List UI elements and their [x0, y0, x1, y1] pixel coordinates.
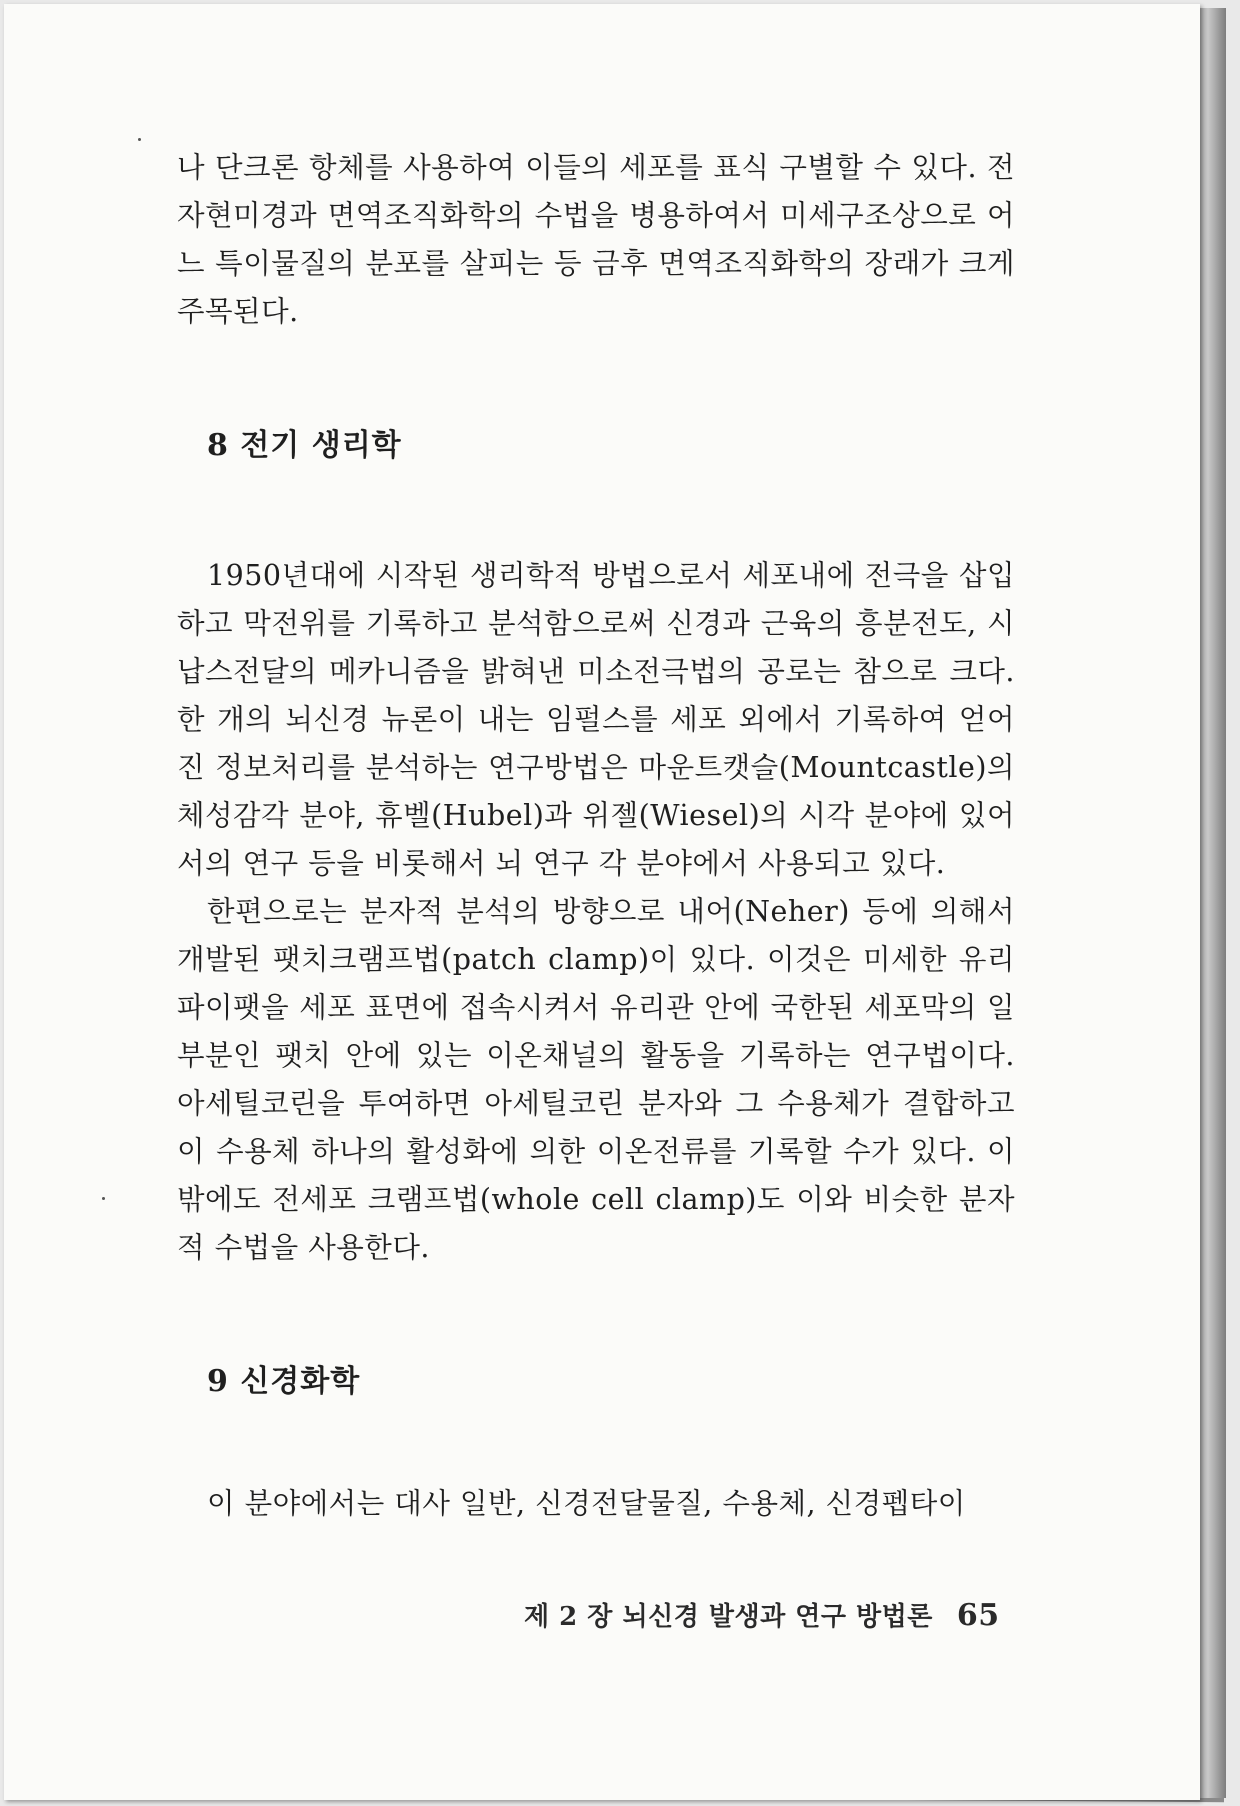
paragraph-continued: 나 단크론 항체를 사용하여 이들의 세포를 표식 구별할 수 있다. 전자현미경과 면역조직화학의 수법을 병용하여서 미세구조상으로 어느 특이물질의 분포를 살피는 등 금후 면역조직화학의 장래가 크게 주목된다.: [177, 151, 1015, 328]
page-footer: [524, 1596, 1000, 1633]
section8-paragraph-2: 한편으로는 분자적 분석의 방향으로 내어(Neher) 등에 의해서 개발된 팻치크램프법(patch clamp)이 있다. 이것은 미세한 유리 파이팻을 세포 표면에 접속시켜서 유리관 안에 국한된 세포막의 일부분인 팻치 안에 있는 이온채널의 활동을 기록하는 연구법이다. 아세틸코린을 투여하면 아세틸코린 분자와 그 수용체가 결합하고 이 수용체 하나의 활성화에 의한 이온전류를 기록할 수가 있다. 이 밖에도 전세포 크램프법(whole cell clamp)도 이와 비슷한 분자적 수법을 사용한다.: [177, 895, 1015, 1264]
section8-paragraph-1: 1950년대에 시작된 생리학적 방법으로서 세포내에 전극을 삽입하고 막전위를 기록하고 분석함으로써 신경과 근육의 흥분전도, 시납스전달의 메카니즘을 밝혀낸 미소전극법의 공로는 참으로 크다. 한 개의 뇌신경 뉴론이 내는 임펄스를 세포 외에서 기록하여 얻어진 정보처리를 분석하는 연구방법은 마운트캣슬(Mountcastle)의 체성감각 분야, 휴벨(Hubel)과 위젤(Wiesel)의 시각 분야에 있어서의 연구 등을 비롯해서 뇌 연구 각 분야에서 사용되고 있다.: [177, 559, 1015, 880]
scan-speck: [138, 138, 141, 141]
page-number: 65: [956, 1598, 1000, 1633]
page-content: [177, 144, 1015, 1528]
page-edge: [1196, 8, 1226, 1798]
document-page: [4, 4, 1200, 1800]
section9-paragraph-1: 이 분야에서는 대사 일반, 신경전달물질, 수용체, 신경펩타이: [207, 1487, 966, 1520]
scan-speck: [102, 1197, 105, 1200]
section-heading-9: 9 신경화학: [207, 1364, 361, 1399]
running-head: 제 2 장 뇌신경 발생과 연구 방법론: [524, 1602, 933, 1632]
section-heading-8: 8 전기 생리학: [207, 428, 402, 463]
